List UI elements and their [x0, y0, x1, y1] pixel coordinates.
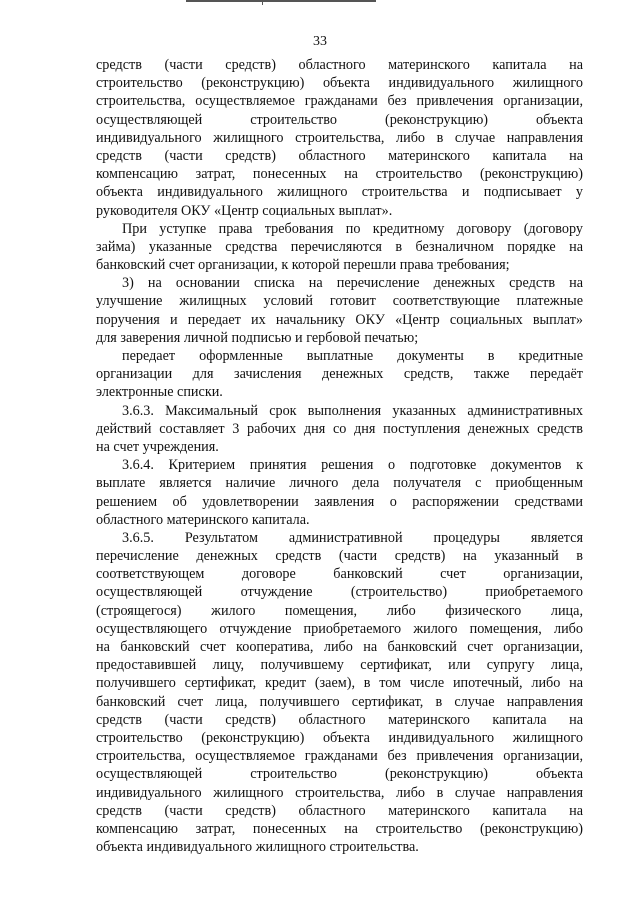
text-line: осуществляющей строительство (реконструкцию) объекта — [96, 111, 583, 128]
text-line: для заверения личной подписью и гербовой печатью; — [96, 329, 419, 346]
text-line: получившего сертификат, кредит (заем), в том числе ипотечный, либо на — [96, 675, 583, 692]
text-line: объекта индивидуального жилищного строительства и подписывает у — [96, 184, 583, 201]
text-line: передает оформленные выплатные документы в кредитные — [122, 348, 583, 364]
text-line: банковский счет лица, получившего сертификат, в случае направления — [96, 693, 583, 710]
text-line: соответствующем договоре банковский счет организации, — [96, 566, 583, 583]
text-line: индивидуального жилищного строительства, либо в случае направления — [96, 784, 583, 801]
text-line: строительство (реконструкцию) объекта индивидуального жилищного — [96, 729, 583, 746]
text-line: компенсацию затрат, понесенных на строительство (реконструкцию) — [96, 166, 583, 183]
text-line: строительства, осуществляемое гражданами без привлечения организации, — [96, 93, 583, 110]
text-line: электронные списки. — [96, 384, 223, 401]
text-line: решением об удовлетворении заявления о распоряжении средствами — [96, 493, 583, 510]
text-line: действий составляет 3 рабочих дня со дня поступления денежных средств — [96, 420, 583, 437]
text-line: 3) на основании списка на перечисление денежных средств на — [122, 275, 583, 292]
text-line: индивидуального жилищного строительства, либо в случае направления — [96, 129, 583, 146]
text-line: осуществляющей отчуждение (строительство) приобретаемого — [96, 584, 583, 601]
text-line: средств (части средств) областного материнского капитала на — [96, 147, 583, 164]
text-line: 3.6.3. Максимальный срок выполнения указанных административных — [122, 402, 583, 419]
text-line: средств (части средств) областного материнского капитала на — [96, 711, 583, 728]
scan-edge-mark — [186, 0, 376, 2]
text-line: 3.6.4. Критерием принятия решения о подготовке документов к — [122, 457, 583, 474]
text-line: При уступке права требования по кредитному договору (договору — [122, 220, 583, 237]
text-line: средств (части средств) областного материнского капитала на — [96, 802, 583, 819]
text-line: займа) указанные средства перечисляются в безналичном порядке на — [96, 238, 583, 255]
text-line: строительство (реконструкцию) объекта индивидуального жилищного — [96, 75, 583, 92]
text-line: на счет учреждения. — [96, 438, 219, 455]
text-line: банковский счет организации, к которой перешли права требования; — [96, 257, 510, 274]
text-line: средств (части средств) областного материнского капитала на — [96, 57, 583, 73]
text-line: (строящегося) жилого помещения, либо физического лица, — [96, 602, 583, 619]
text-line: предоставившей лицу, получившему сертификат, или супругу лица, — [96, 657, 583, 674]
text-line: поручения и передает их начальнику ОКУ «Центр социальных выплат» — [96, 311, 583, 328]
text-line: руководителя ОКУ «Центр социальных выплат». — [96, 202, 393, 219]
text-line: 3.6.5. Результатом административной процедуры является — [122, 529, 583, 546]
text-line: осуществляющего отчуждение приобретаемого жилого помещения, либо — [96, 620, 583, 637]
scan-edge-tick — [262, 0, 263, 5]
text-line: объекта индивидуального жилищного строительства. — [96, 839, 419, 856]
document-body — [96, 56, 583, 856]
text-line: осуществляющей строительство (реконструкцию) объекта — [96, 766, 583, 783]
text-line: на банковский счет кооператива, либо на банковский счет организации, — [96, 639, 583, 655]
text-line: организации для зачисления денежных средств, также передаёт — [96, 366, 583, 383]
text-line: улучшение жилищных условий готовит соответствующие платежные — [96, 293, 583, 310]
text-line: компенсацию затрат, понесенных на строительство (реконструкцию) — [96, 820, 583, 837]
page-number: 33 — [313, 34, 327, 49]
text-line: строительства, осуществляемое гражданами без привлечения организации, — [96, 748, 583, 765]
text-line: областного материнского капитала. — [96, 511, 310, 528]
text-line: выплате является наличие личного дела получателя с приобщенным — [96, 475, 583, 492]
text-line: перечисление денежных средств (части средств) на указанный в — [96, 548, 583, 565]
